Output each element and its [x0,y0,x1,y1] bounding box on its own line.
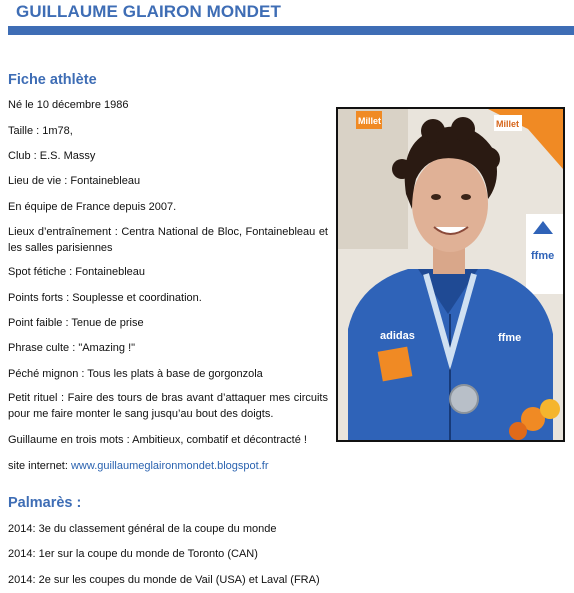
hair [451,117,475,141]
shirt-brand-text: adidas [380,330,415,342]
hair [392,159,412,179]
sponsor-left-text: Millet [358,116,382,126]
athlete-photo [336,107,565,442]
sponsor-right-text: Millet [496,119,520,129]
residence: Lieu de vie : Fontainebleau [8,175,141,187]
three-words: Guillaume en trois mots : Ambitieux, combatif et décontracté ! [8,434,307,446]
weakness: Point faible : Tenue de prise [8,317,144,329]
palmares-item: 2014: 3e du classement général de la coupe du monde [8,523,277,535]
flowers [540,399,560,419]
training-places: Lieux d’entraînement : Centra National de Bloc, Fontainebleau et les salles parisiennes [8,226,328,254]
website-link[interactable]: www.guillaumeglaironmondet.blogspot.fr [70,460,269,472]
favorite-spot: Spot fétiche : Fontainebleau [8,266,145,278]
team-since: En équipe de France depuis 2007. [8,201,177,213]
website-label: site internet: [8,460,71,472]
hair [421,119,445,143]
palmares-item: 2014: 2e sur les coupes du monde de Vail (USA) et Laval (FRA) [8,574,320,586]
eye-left [431,194,441,200]
header-bar [8,26,574,35]
club: Club : E.S. Massy [8,150,96,162]
strengths: Points forts : Souplesse et coordination. [8,292,202,304]
guilty-pleasure: Péché mignon : Tous les plats à base de gorgonzola [8,368,263,380]
height: Taille : 1m78, [8,125,73,137]
face [412,156,488,252]
palmares-item: 2014: 1er sur la coupe du monde de Toronto (CAN) [8,548,258,560]
ritual: Petit rituel : Faire des tours de bras avant d’attaquer mes circuits pour me faire monter le sang jusqu’au bout des doigts. [8,392,328,420]
hair [476,147,500,171]
fiche-athlete-heading: Fiche athlète [8,72,97,88]
medal-icon [450,385,478,413]
catchphrase: Phrase culte : "Amazing !" [8,342,136,354]
athlete-illustration [338,109,563,440]
background-panel-left [338,109,408,249]
page-title: GUILLAUME GLAIRON MONDET [16,2,281,21]
ffme-sign-text: ffme [531,250,555,262]
shirt-logo-text: ffme [498,332,522,344]
birth-date: Né le 10 décembre 1986 [8,99,129,111]
eye-right [461,194,471,200]
shirt-badge [378,347,413,382]
palmares-heading: Palmarès : [8,495,82,511]
website-line [8,458,268,474]
flowers [509,422,527,440]
